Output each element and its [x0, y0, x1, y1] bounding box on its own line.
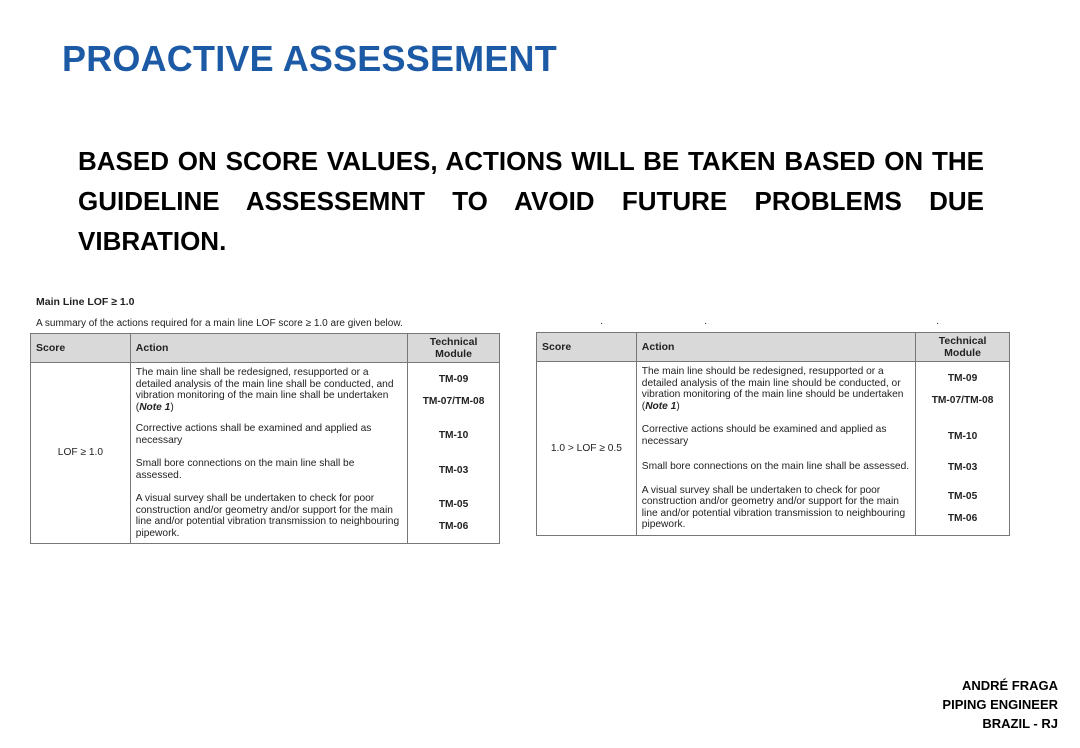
- module-code: TM-03: [947, 461, 978, 473]
- module-code: TM-06: [438, 521, 469, 532]
- module-code: TM-03: [438, 464, 469, 476]
- table-summary: A summary of the actions required for a main line LOF score ≥ 1.0 are given below.: [36, 318, 403, 329]
- module-cell: [916, 455, 1010, 481]
- module-code: TM-10: [438, 429, 469, 441]
- note-ref: Note 1: [645, 400, 677, 412]
- slide-title: PROACTIVE ASSESSEMENT: [62, 38, 557, 79]
- action-cell: [130, 363, 407, 420]
- action-cell: [636, 362, 915, 419]
- table-row: [537, 362, 1010, 419]
- action-text: The main line shall be redesigned, resupported or a detailed analysis of the main line shall be conducted, and vibration monitoring of the main line shall be undertaken (: [135, 367, 394, 413]
- module-cell: [408, 363, 500, 420]
- score-cell: 1.0 > LOF ≥ 0.5: [537, 362, 637, 536]
- module-code: TM-07/TM-08: [931, 395, 994, 406]
- note-ref: Note 1: [139, 401, 171, 413]
- lof-table-2: [536, 332, 1010, 536]
- score-header: Score: [537, 333, 637, 362]
- action-cell: Corrective actions should be examined and applied as necessary: [636, 418, 915, 455]
- module-code: TM-09: [438, 374, 469, 385]
- module-code: TM-07/TM-08: [422, 396, 485, 407]
- author-name: ANDRÉ FRAGA: [961, 678, 1058, 693]
- action-cell: Small bore connections on the main line shall be assessed.: [636, 455, 915, 481]
- action-tail: ): [676, 400, 680, 412]
- module-code: TM-05: [438, 499, 469, 510]
- table-heading: Main Line LOF ≥ 1.0: [36, 296, 135, 308]
- action-header: Action: [130, 334, 407, 363]
- main-line-lof-table: [30, 296, 500, 544]
- action-cell: Corrective actions shall be examined and applied as necessary: [130, 419, 407, 452]
- intro-text: BASED ON SCORE VALUES, ACTIONS WILL BE TAKEN BASED ON THE GUIDELINE ASSESSEMNT TO AVOID FUTURE PROBLEMS DUE VIBRATION.: [78, 146, 984, 256]
- action-header: Action: [636, 333, 915, 362]
- score-header: Score: [31, 334, 131, 363]
- module-cell: [916, 418, 1010, 455]
- medium-lof-table: [536, 318, 1010, 536]
- module-cell: [916, 481, 1010, 536]
- score-cell: LOF ≥ 1.0: [31, 363, 131, 544]
- author-location: BRAZIL - RJ: [982, 716, 1058, 731]
- technical-module-header: Technical Module: [408, 334, 500, 363]
- table-header-row: [537, 333, 1010, 362]
- module-cell: [408, 452, 500, 489]
- technical-module-header: Technical Module: [916, 333, 1010, 362]
- table-header-row: [31, 334, 500, 363]
- module-cell: [408, 419, 500, 452]
- action-cell: Small bore connections on the main line shall be assessed.: [130, 452, 407, 489]
- module-cell: [916, 362, 1010, 419]
- author-signature: [942, 676, 1058, 733]
- action-cell: A visual survey shall be undertaken to check for poor construction and/or geometry and/or support for the main line and/or potential vibration transmission to neighbouring pipework.: [636, 481, 915, 536]
- module-code: TM-05: [947, 490, 978, 502]
- table-row: [31, 363, 500, 420]
- module-cell: [408, 489, 500, 544]
- lof-table-1: [30, 333, 500, 544]
- author-role: PIPING ENGINEER: [942, 697, 1058, 712]
- action-text: The main line should be redesigned, resupported or a detailed analysis of the main line should be conducted, or vibration monitoring of the main line should be undertaken (: [641, 366, 904, 412]
- module-code: TM-09: [947, 373, 978, 384]
- action-cell: A visual survey shall be undertaken to check for poor construction and/or geometry and/or support for the main line and/or potential vibration transmission to neighbouring pipework.: [130, 489, 407, 544]
- action-tail: ): [170, 401, 174, 413]
- module-code: TM-06: [947, 512, 978, 524]
- scan-marks: · · ·: [600, 318, 940, 329]
- module-code: TM-10: [947, 430, 978, 442]
